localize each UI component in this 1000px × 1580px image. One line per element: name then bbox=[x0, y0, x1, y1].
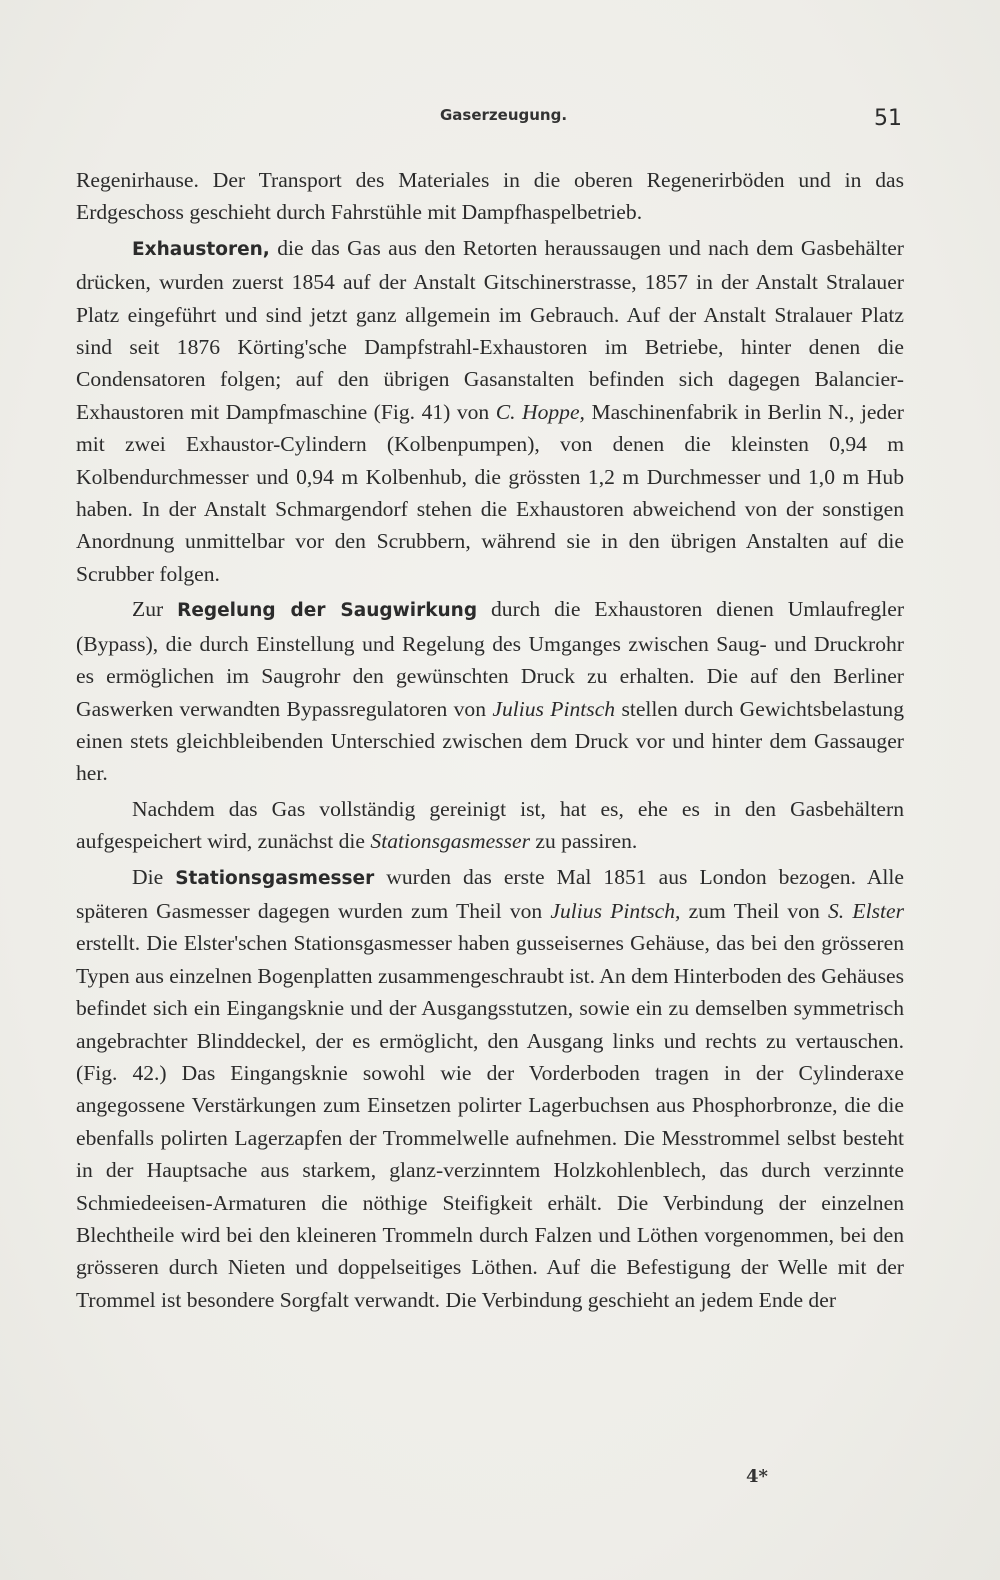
paragraph-exhaustoren bbox=[76, 232, 904, 590]
name-elster: S. Elster bbox=[828, 898, 904, 923]
paragraph-text: stellen durch Gewichtsbelastung einen stets gleichbleibenden Unterschied zwischen dem Druck vor und hinter dem Gassauger her. bbox=[76, 696, 905, 786]
paragraph-text: wurden das erste Mal 1851 aus London bezogen. Alle späteren Gasmesser dagegen wurden zum Theil von bbox=[76, 864, 905, 923]
paragraph-regelung bbox=[76, 593, 904, 789]
paragraph-text: erstellt. Die Elster'schen Stationsgasmesser haben gusseisernes Gehäuse, das bei den grösseren Typen aus einzelnen Bogenplatten zusammengeschraubt ist. An dem Hinterboden des Gehäuses befindet sich ein Eingangsknie und der Ausgangsstutzen, sowie ein zu demselben symmetrisch angebrachter Blinddeckel, der es ermöglicht, den Ausgang links und rechts zu vertauschen. (Fig. 42.) Das Eingangsknie sowohl wie der Vorderboden tragen in der Cylinderaxe angegossene Verstärkungen zum Einsetzen polirter Lagerbuchsen aus Phosphorbronze, die die ebenfalls polirten Lagerzapfen der Trommelwelle aufnehmen. Die Messtrommel selbst besteht in der Hauptsache aus starkem, glanz-verzinntem Holzkohlenblech, das durch verzinnte Schmiedeeisen-Armaturen die nöthige Steifigkeit erhält. Die Verbindung der einzelnen Blechtheile wird bei den kleineren Trommeln durch Falzen und Löthen vorgenommen, bei den grösseren durch Nieten und doppelseitiges Löthen. Auf die Befestigung der Welle mit der Trommel ist besondere Sorgfalt verwandt. Die Verbindung geschieht an jedem Ende der bbox=[76, 931, 904, 1312]
name-pintsch: Julius Pintsch, bbox=[550, 898, 681, 923]
paragraph-text: Nachdem das Gas vollständig gereinigt ist, hat es, ehe es in den Gasbehältern aufgespeichert wird, zunächst die bbox=[76, 796, 904, 854]
paragraph-text: Regenirhause. Der Transport des Materiales in die oberen Regenerirböden und in das Erdgeschoss geschieht durch Fahrstühle mit Dampfhaspelbetrieb. bbox=[76, 168, 904, 225]
running-head: Gaserzeugung. bbox=[440, 106, 568, 124]
body-text bbox=[76, 164, 904, 1316]
paragraph-nachdem bbox=[76, 793, 904, 858]
paragraph-text: durch die Exhaustoren dienen Umlaufregler (Bypass), die durch Einstellung und Regelung des Umganges zwischen Saug- und Druckrohr es ermöglichen im Saugrohr den gewünschten Druck zu erhalten. Die auf den Berliner Gaswerken verwandten Bypassregulatoren von bbox=[76, 597, 905, 721]
term-stationsgasmesser: Stationsgasmesser bbox=[370, 829, 530, 854]
paragraph-regenerirhaus bbox=[76, 164, 904, 229]
paragraph-text: Maschinenfabrik in Berlin N., jeder mit zwei Exhaustor-Cylindern (Kolbenpumpen), von denen die kleinsten 0,94 m Kolbendurchmesser und 0,94 m Kolbenhub, die grössten 1,2 m Durchmesser und 1,0 m Hub haben. In der Anstalt Schmargendorf stehen die Exhaustoren abweichend von der sonstigen Anordnung unmittelbar vor den Scrubbern, während sie in den übrigen Anstalten auf die Scrubber folgen. bbox=[76, 399, 905, 586]
paragraph-stationsgasmesser bbox=[76, 861, 904, 1317]
name-hoppe: C. Hoppe, bbox=[495, 399, 585, 424]
paragraph-text: Die bbox=[132, 864, 176, 889]
heading-stationsgasmesser: Stationsgasmesser bbox=[175, 867, 375, 889]
name-pintsch: Julius Pintsch bbox=[492, 696, 616, 721]
page-header bbox=[78, 106, 902, 140]
paragraph-text: die das Gas aus den Retorten heraussaugen und nach dem Gasbehälter drücken, wurden zuerst 1854 auf der Anstalt Gitschinerstrasse, 1857 in der Anstalt Stralauer Platz eingeführt und sind jetzt ganz allgemein im Gebrauch. Auf der Anstalt Stralauer Platz sind seit 1876 Körting'sche Dampfstrahl-Exhaustoren im Betriebe, hinter denen die Condensatoren folgen; auf den übrigen Gasanstalten befinden sich dagegen Balancier-Exhaustoren mit Dampfmaschine (Fig. 41) von bbox=[76, 235, 904, 424]
paragraph-text: Zur bbox=[132, 597, 178, 622]
paragraph-text: zum Theil von bbox=[680, 898, 828, 923]
heading-exhaustoren: Exhaustoren, bbox=[132, 238, 270, 260]
page-number: 51 bbox=[874, 106, 902, 131]
paragraph-text: zu passiren. bbox=[529, 829, 638, 854]
heading-regelung: Regelung der Saugwirkung bbox=[177, 600, 478, 622]
signature-mark: 4* bbox=[746, 1466, 768, 1487]
